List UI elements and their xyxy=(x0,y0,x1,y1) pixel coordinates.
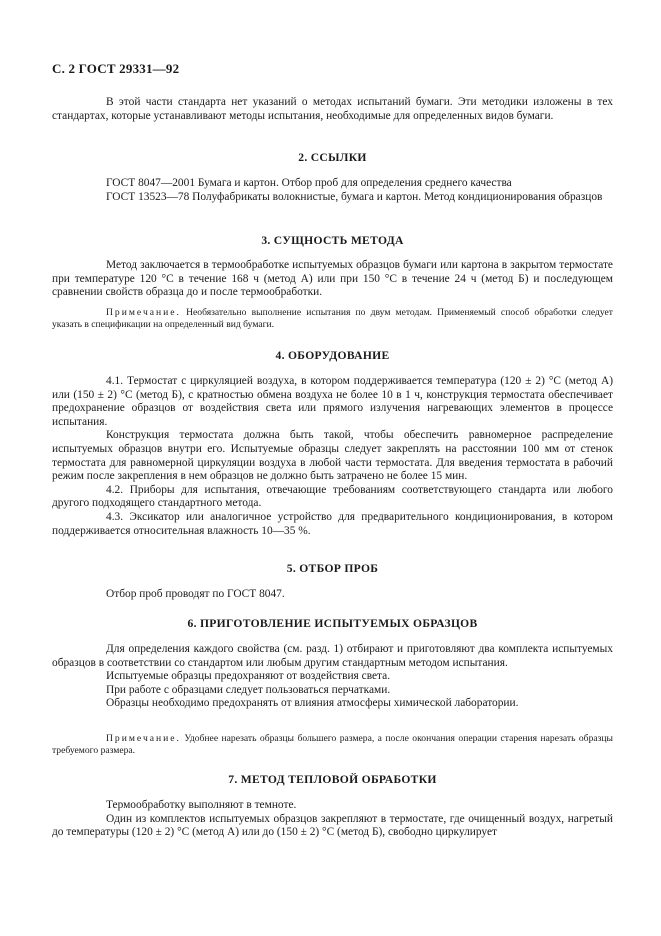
section-2-heading: 2. ССЫЛКИ xyxy=(298,151,367,164)
section-6-note xyxy=(52,733,613,758)
section-7-paragraph-1: Термообработку выполняют в темноте. xyxy=(106,799,297,811)
section-5-block xyxy=(52,588,613,602)
section-6-heading: 6. ПРИГОТОВЛЕНИЕ ИСПЫТУЕМЫХ ОБРАЗЦОВ xyxy=(187,617,478,630)
note-label: Примечание. xyxy=(106,733,181,744)
note-text: Необязательно выполнение испытания по двум методам. Применяемый способ обработки следует указать в спецификации на определенный вид бумаги. xyxy=(52,307,613,331)
reference-item: ГОСТ 13523—78 Полуфабрикаты волокнистые, бумага и картон. Метод кондиционирования образцов xyxy=(106,190,603,203)
page-header: С. 2 ГОСТ 29331—92 xyxy=(52,61,180,76)
section-3-note xyxy=(52,307,613,332)
section-4-paragraph-4: 4.3. Эксикатор или аналогичное устройство для предварительного кондиционирования, в котором поддерживается относительная влажность 10—35 %. xyxy=(52,510,613,537)
section-4-block xyxy=(52,375,613,538)
intro-block xyxy=(52,96,613,123)
section-4-paragraph-3: 4.2. Приборы для испытания, отвечающие требованиям соответствующего стандарта или любого другого подходящего стандартного метода. xyxy=(52,483,613,510)
section-6-block xyxy=(52,643,613,711)
section-3-block xyxy=(52,259,613,300)
note-text: Удобнее нарезать образцы большего размера, а после окончания операции старения нарезать образцы требуемого размера. xyxy=(52,733,613,757)
section-6-paragraph-3: При работе с образцами следует пользоваться перчатками. xyxy=(106,683,391,696)
section-7-block xyxy=(52,799,613,840)
section-7-heading: 7. МЕТОД ТЕПЛОВОЙ ОБРАБОТКИ xyxy=(228,773,437,786)
section-3-heading: 3. СУЩНОСТЬ МЕТОДА xyxy=(261,234,404,247)
section-4-paragraph-2: Конструкция термостата должна быть такой, чтобы обеспечить равномерное распределение испытуемых образцов внутри его. Испытуемые образцы следует закреплять на расстоянии 100 мм от стенок термостата для равномерной циркуляции воздуха в любой части термостата. Для введения термостата в рабочий режим после закрепления в нем образцов не должно быть затрачено не более 15 мин. xyxy=(52,429,613,483)
section-4-heading: 4. ОБОРУДОВАНИЕ xyxy=(275,349,390,362)
note-label: Примечание. xyxy=(106,307,181,318)
reference-item: ГОСТ 8047—2001 Бумага и картон. Отбор проб для определения среднего качества xyxy=(106,177,512,189)
section-5-paragraph: Отбор проб проводят по ГОСТ 8047. xyxy=(106,588,285,600)
section-6-paragraph-1: Для определения каждого свойства (см. разд. 1) отбирают и приготовляют два комплекта испытуемых образцов в соответствии со стандартом или любым другим стандартным методом испытания. xyxy=(52,643,613,669)
section-3-paragraph: Метод заключается в термообработке испытуемых образцов бумаги или картона в закрытом термостате при температуре 120 °С в течение 168 ч (метод А) или при 150 °С в течение 24 ч (метод Б) и последующем сравнении свойств образца до и после термообработки. xyxy=(52,259,613,299)
section-4-paragraph-1: 4.1. Термостат с циркуляцией воздуха, в котором поддерживается температура (120 ± 2) °С (метод А) или (150 ± 2) °С (метод Б), с кратностью обмена воздуха не более 10 в 1 ч, конструкция термостата обеспечивает предохранение образцов от воздействия света или прямого излучения нагревающих элементов в процессе испытания. xyxy=(52,375,613,428)
section-5-heading: 5. ОТБОР ПРОБ xyxy=(286,562,379,575)
section-7-paragraph-2: Один из комплектов испытуемых образцов закрепляют в термостате, где очищенный воздух, нагретый до температуры (120 ± 2) °С (метод А) или до (150 ± 2) °С (метод Б), свободно циркулирует xyxy=(52,812,613,839)
section-6-paragraph-2: Испытуемые образцы предохраняют от воздействия света. xyxy=(106,670,391,683)
section-6-paragraph-4: Образцы необходимо предохранять от влияния атмосферы химической лаборатории. xyxy=(106,697,519,710)
section-2-block xyxy=(52,177,613,204)
intro-paragraph: В этой части стандарта нет указаний о методах испытаний бумаги. Эти методики изложены в тех стандартах, которые устанавливают методы испытания, необходимые для определенных видов бумаги. xyxy=(52,96,613,122)
